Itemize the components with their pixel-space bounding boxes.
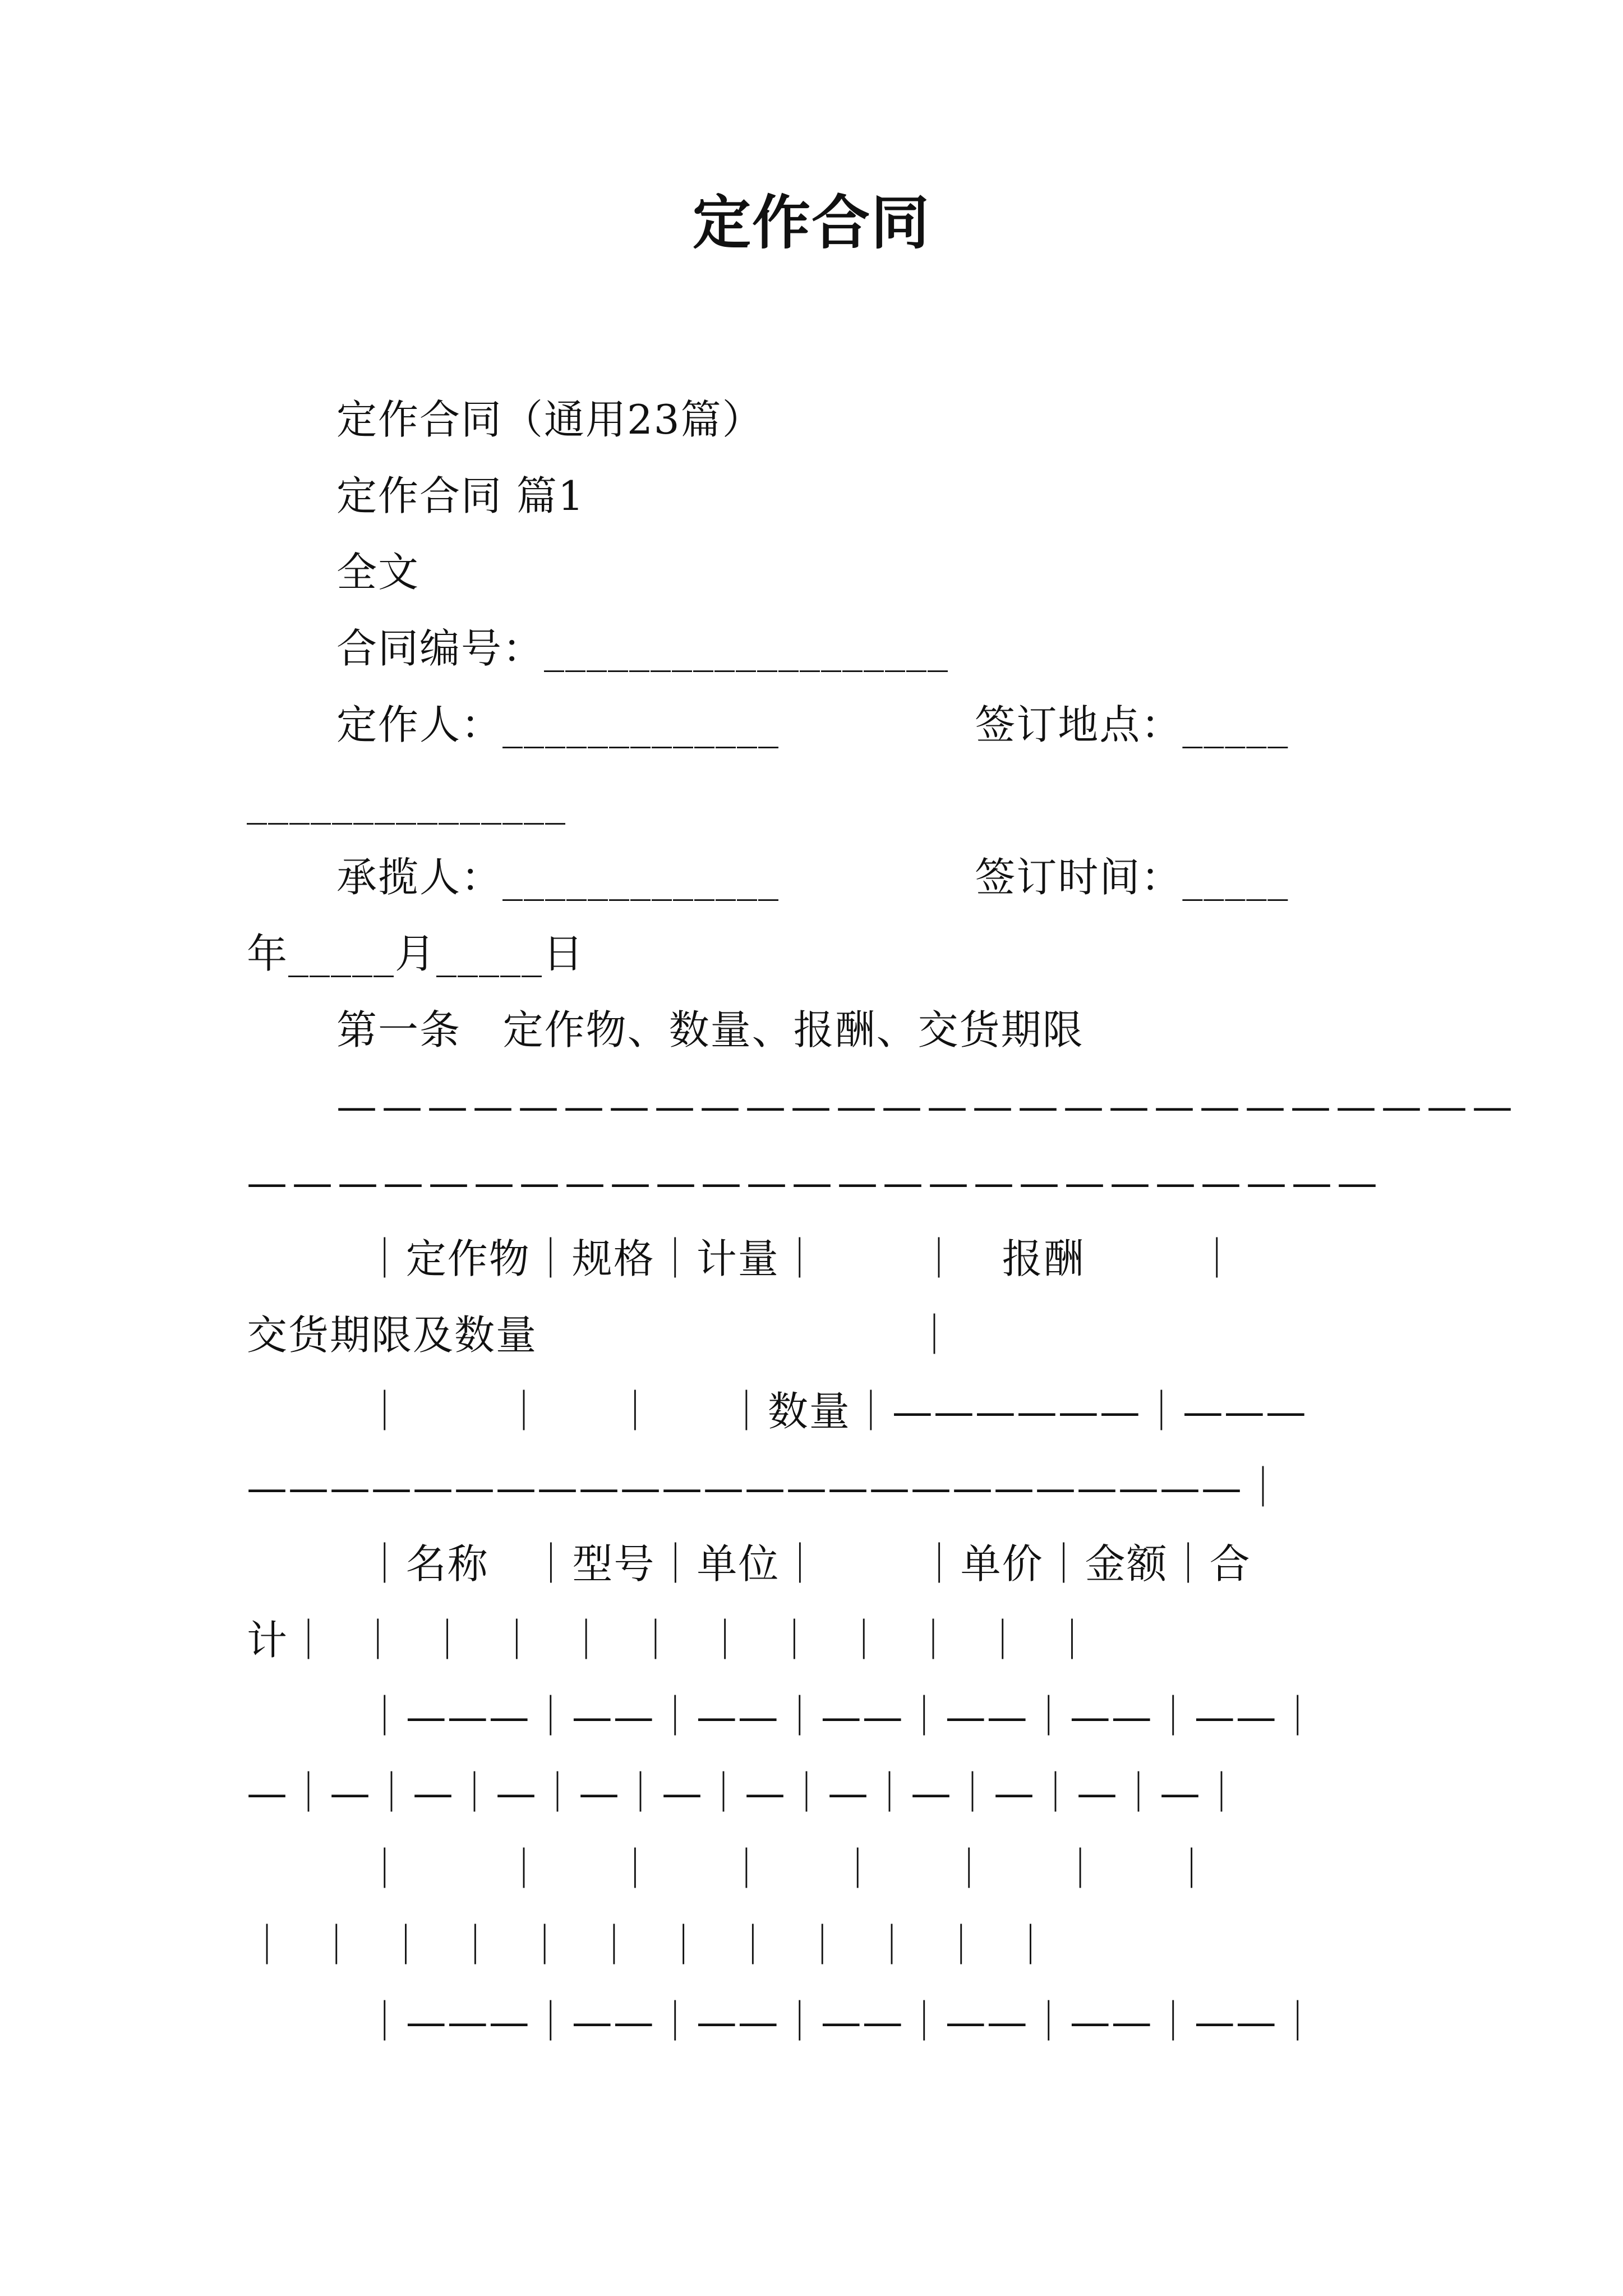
body-line: —｜—｜—｜—｜—｜—｜—｜—｜—｜—｜—｜—｜ xyxy=(247,1769,1243,1816)
body-line: ｜———｜——｜——｜——｜——｜——｜——｜ xyxy=(336,1693,1319,1740)
body-line: ————————————————————————— xyxy=(247,1159,1382,1206)
document-body xyxy=(247,381,1518,2060)
body-line: ————————————————————————｜ xyxy=(247,1464,1284,1511)
body-line: ｜ ｜ ｜ ｜ ｜ ｜ ｜ ｜ xyxy=(336,1846,1213,1893)
body-line: 交货期限及数量 ｜ xyxy=(247,1312,956,1359)
body-line: —————————————————————————— xyxy=(336,1083,1518,1130)
body-line: 年_____月_____日 xyxy=(247,930,585,977)
body-line: ｜ ｜ ｜ ｜数量｜——————｜——— xyxy=(336,1388,1307,1435)
body-line: _______________ xyxy=(247,777,566,825)
body-line: 定作人：_____________ 签订地点：_____ xyxy=(336,701,1289,748)
body-line: 定作合同（通用23篇） xyxy=(336,396,764,443)
body-line: 第一条 定作物、数量、报酬、交货期限 xyxy=(336,1006,1084,1053)
body-line: 全文 xyxy=(336,549,420,596)
body-line: ｜ ｜ ｜ ｜ ｜ ｜ ｜ ｜ ｜ ｜ ｜ ｜ xyxy=(247,1922,1052,1969)
body-line: 计｜ ｜ ｜ ｜ ｜ ｜ ｜ ｜ ｜ ｜ ｜ ｜ xyxy=(247,1617,1094,1664)
body-line: ｜名称 ｜型号｜单位｜ ｜单价｜金额｜合 xyxy=(336,1540,1251,1588)
body-line: 合同编号：___________________ xyxy=(336,625,949,672)
document-title: 定作合同 xyxy=(692,188,930,257)
body-line: 承揽人：_____________ 签订时间：_____ xyxy=(336,854,1289,901)
body-line: ｜———｜——｜——｜——｜——｜——｜——｜ xyxy=(336,1998,1319,2045)
body-line: ｜定作物｜规格｜计量｜ ｜ 报酬 ｜ xyxy=(336,1235,1238,1282)
body-line: 定作合同 篇1 xyxy=(336,472,585,519)
